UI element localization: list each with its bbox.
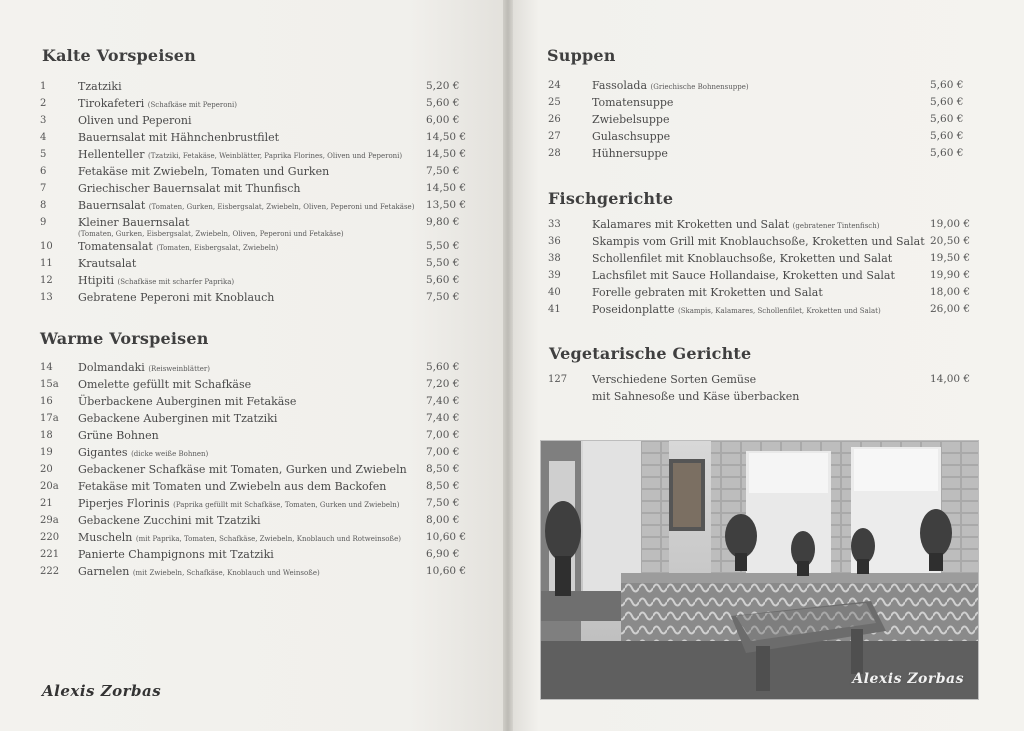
item-note: (Paprika gefüllt mit Schafkäse, Tomaten, Gurken und Zwiebeln) [173,501,400,509]
item-price: 7,50 € [426,291,460,303]
item-note: (mit Zwiebeln, Schafkäse, Knoblauch und Weinsoße) [132,569,320,577]
item-name: Hühnersuppe [592,147,668,160]
item-number: 20 [40,464,53,475]
menu-item [40,512,480,529]
item-number: 21 [40,498,53,509]
item-name: Bauernsalat (Tomaten, Gurken, Eisbergsalat, Zwiebeln, Oliven, Peperoni und Fetakäse) [78,199,415,212]
menu-item [40,197,480,214]
item-number: 17a [40,413,59,424]
item-name: Poseidonplatte (Skampis, Kalamares, Schollenfilet, Kroketten und Salat) [592,303,881,316]
item-description: mit Sahnesoße und Käse überbacken [592,390,800,403]
item-price: 10,60 € [426,565,467,577]
item-number: 26 [548,114,561,125]
item-name: Tomatensalat (Tomaten, Eisbergsalat, Zwiebeln) [78,240,279,253]
item-name: Gebackener Schafkäse mit Tomaten, Gurken und Zwiebeln [78,463,407,476]
item-note: (Schafkäse mit Peperoni) [147,101,237,109]
item-number: 38 [548,253,561,264]
item-number: 8 [40,200,47,211]
heading-kalte-vorspeisen: Kalte Vorspeisen [42,46,197,65]
item-price: 5,60 € [930,113,964,125]
item-name: Überbackene Auberginen mit Fetakäse [78,395,297,408]
menu-item [40,546,480,563]
item-name: Tzatziki [78,80,122,93]
item-price: 5,50 € [426,240,460,252]
item-number: 25 [548,97,561,108]
item-number: 1 [40,81,47,92]
item-number: 11 [40,258,53,269]
menu-item [40,495,480,512]
item-price: 5,20 € [426,80,460,92]
item-price: 5,60 € [426,274,460,286]
heading-suppen: Suppen [547,46,616,65]
item-note: (Reisweinblätter) [148,365,210,373]
menu-item [40,444,480,461]
menu-spine [503,0,513,731]
menu-item [40,238,480,255]
menu-item [40,359,480,376]
menu-item [548,301,978,318]
item-price: 5,50 € [426,257,460,269]
menu-item [548,284,978,301]
item-number: 16 [40,396,53,407]
item-name: Panierte Champignons mit Tzatziki [78,548,274,561]
item-price: 7,40 € [426,395,460,407]
item-name: Verschiedene Sorten Gemüse [592,373,757,386]
menu-item [548,128,978,145]
menu-item [548,371,978,405]
item-name: Muscheln (mit Paprika, Tomaten, Schafkäse, Zwiebeln, Knoblauch und Rotweinsoße) [78,531,401,544]
item-name: Piperjes Florinis (Paprika gefüllt mit Schafkäse, Tomaten, Gurken und Zwiebeln) [78,497,400,510]
item-price: 7,50 € [426,497,460,509]
item-number: 39 [548,270,561,281]
restaurant-signature-logo: Alexis Zorbas [42,682,162,700]
item-name: Schollenfilet mit Knoblauchsoße, Kroketten und Salat [592,252,893,265]
item-price: 20,50 € [930,235,971,247]
item-number: 5 [40,149,47,160]
item-price: 19,50 € [930,252,971,264]
item-name: Fetakäse mit Tomaten und Zwiebeln aus dem Backofen [78,480,387,493]
item-name: Fetakäse mit Zwiebeln, Tomaten und Gurken [78,165,330,178]
menu-item [40,410,480,427]
list-suppen [548,77,978,162]
menu-item [548,145,978,162]
item-number: 41 [548,304,561,315]
heading-warme-vorspeisen: Warme Vorspeisen [40,329,209,348]
item-price: 8,00 € [426,514,460,526]
item-price: 5,60 € [930,147,964,159]
heading-fischgerichte: Fischgerichte [548,189,674,208]
item-price: 5,60 € [930,79,964,91]
menu-item [40,146,480,163]
item-number: 40 [548,287,561,298]
item-price: 7,00 € [426,446,460,458]
item-number: 20a [40,481,59,492]
list-vegetarische-gerichte [548,371,978,405]
item-price: 19,90 € [930,269,971,281]
item-number: 3 [40,115,47,126]
menu-item [40,529,480,546]
photo-signature-logo: Alexis Zorbas [852,671,964,687]
item-number: 10 [40,241,53,252]
item-name: Bauernsalat mit Hähnchenbrustfilet [78,131,280,144]
item-name: Zwiebelsuppe [592,113,670,126]
menu-item [40,461,480,478]
item-name: Forelle gebraten mit Kroketten und Salat [592,286,823,299]
menu-item [40,112,480,129]
item-price: 5,60 € [426,361,460,373]
item-number: 7 [40,183,47,194]
menu-item [40,376,480,393]
item-price: 5,60 € [930,130,964,142]
menu-item [548,94,978,111]
item-price: 18,00 € [930,286,971,298]
menu-item [548,216,978,233]
list-fischgerichte [548,216,978,318]
menu-item [40,563,480,580]
menu-item [40,478,480,495]
menu-item [40,255,480,272]
item-name: Garnelen (mit Zwiebeln, Schafkäse, Knoblauch und Weinsoße) [78,565,320,578]
restaurant-interior-photo [541,441,978,699]
heading-vegetarische-gerichte: Vegetarische Gerichte [549,344,752,363]
item-price: 14,50 € [426,182,467,194]
item-number: 4 [40,132,47,143]
item-price: 6,00 € [426,114,460,126]
item-note: (Tomaten, Gurken, Eisbergsalat, Zwiebeln, Oliven, Peperoni und Fetakäse) [78,230,344,238]
item-number: 14 [40,362,53,373]
item-note: (Skampis, Kalamares, Schollenfilet, Kroketten und Salat) [677,307,881,315]
menu-item [548,267,978,284]
item-number: 127 [548,374,568,385]
item-number: 2 [40,98,47,109]
item-number: 13 [40,292,53,303]
item-note: (Schafkäse mit scharfer Paprika) [117,278,235,286]
item-number: 12 [40,275,53,286]
item-number: 24 [548,80,561,91]
item-note: (Griechische Bohnensuppe) [650,83,749,91]
item-price: 13,50 € [426,199,467,211]
menu-item [40,129,480,146]
item-number: 27 [548,131,561,142]
menu-item [548,250,978,267]
menu-item [40,272,480,289]
item-name: Skampis vom Grill mit Knoblauchsoße, Kroketten und Salat [592,235,925,248]
item-name: Hellenteller (Tzatziki, Fetakäse, Weinblätter, Paprika Florines, Oliven und Peperoni) [78,148,403,161]
item-price: 7,40 € [426,412,460,424]
item-name: Grüne Bohnen [78,429,159,442]
menu-item [40,393,480,410]
item-name: Kleiner Bauernsalat [78,216,190,229]
item-name: Kalamares mit Kroketten und Salat (gebratener Tintenfisch) [592,218,880,231]
menu-item [40,78,480,95]
item-price: 8,50 € [426,480,460,492]
item-number: 18 [40,430,53,441]
menu-item [548,77,978,94]
item-price: 7,50 € [426,165,460,177]
item-number: 33 [548,219,561,230]
item-price: 5,60 € [426,97,460,109]
item-price: 19,00 € [930,218,971,230]
menu-item [548,233,978,250]
item-name: Griechischer Bauernsalat mit Thunfisch [78,182,301,195]
item-name: Tomatensuppe [592,96,674,109]
item-number: 220 [40,532,60,543]
item-price: 9,80 € [426,216,460,228]
item-price: 14,50 € [426,131,467,143]
item-name: Lachsfilet mit Sauce Hollandaise, Kroketten und Salat [592,269,895,282]
item-number: 15a [40,379,59,390]
item-number: 28 [548,148,561,159]
item-number: 6 [40,166,47,177]
menu-item [548,111,978,128]
item-name: Dolmandaki (Reisweinblätter) [78,361,210,374]
item-note: (Tomaten, Gurken, Eisbergsalat, Zwiebeln, Oliven, Peperoni und Fetakäse) [148,203,415,211]
item-price: 6,90 € [426,548,460,560]
item-price: 7,20 € [426,378,460,390]
item-note: (gebratener Tintenfisch) [792,222,880,230]
item-number: 29a [40,515,59,526]
menu-item [40,163,480,180]
menu-item [40,95,480,112]
item-name: Gulaschsuppe [592,130,671,143]
item-number: 222 [40,566,60,577]
item-name: Gebackene Zucchini mit Tzatziki [78,514,261,527]
item-number: 36 [548,236,561,247]
menu-item [40,427,480,444]
item-number: 221 [40,549,60,560]
item-name: Gebratene Peperoni mit Knoblauch [78,291,275,304]
item-note: (Tomaten, Eisbergsalat, Zwiebeln) [156,244,279,252]
item-price: 26,00 € [930,303,971,315]
item-price: 7,00 € [426,429,460,441]
item-price: 8,50 € [426,463,460,475]
item-number: 9 [40,217,47,228]
item-price: 10,60 € [426,531,467,543]
item-note: (Tzatziki, Fetakäse, Weinblätter, Paprika Florines, Oliven und Peperoni) [147,152,403,160]
menu-item [40,214,480,238]
list-warme-vorspeisen [40,359,480,580]
item-name: Krautsalat [78,257,137,270]
item-name: Fassolada (Griechische Bohnensuppe) [592,79,749,92]
item-name: Gebackene Auberginen mit Tzatziki [78,412,278,425]
item-price: 14,50 € [426,148,467,160]
list-kalte-vorspeisen [40,78,480,306]
item-number: 19 [40,447,53,458]
item-note: (dicke weiße Bohnen) [131,450,209,458]
item-price: 5,60 € [930,96,964,108]
item-name: Tirokafeteri (Schafkäse mit Peperoni) [78,97,237,110]
item-name: Omelette gefüllt mit Schafkäse [78,378,252,391]
item-name: Oliven und Peperoni [78,114,192,127]
item-note: (mit Paprika, Tomaten, Schafkäse, Zwiebeln, Knoblauch und Rotweinsoße) [135,535,401,543]
menu-item [40,289,480,306]
item-name: Gigantes (dicke weiße Bohnen) [78,446,209,459]
item-price: 14,00 € [930,373,971,385]
menu-item [40,180,480,197]
item-name: Htipiti (Schafkäse mit scharfer Paprika) [78,274,235,287]
